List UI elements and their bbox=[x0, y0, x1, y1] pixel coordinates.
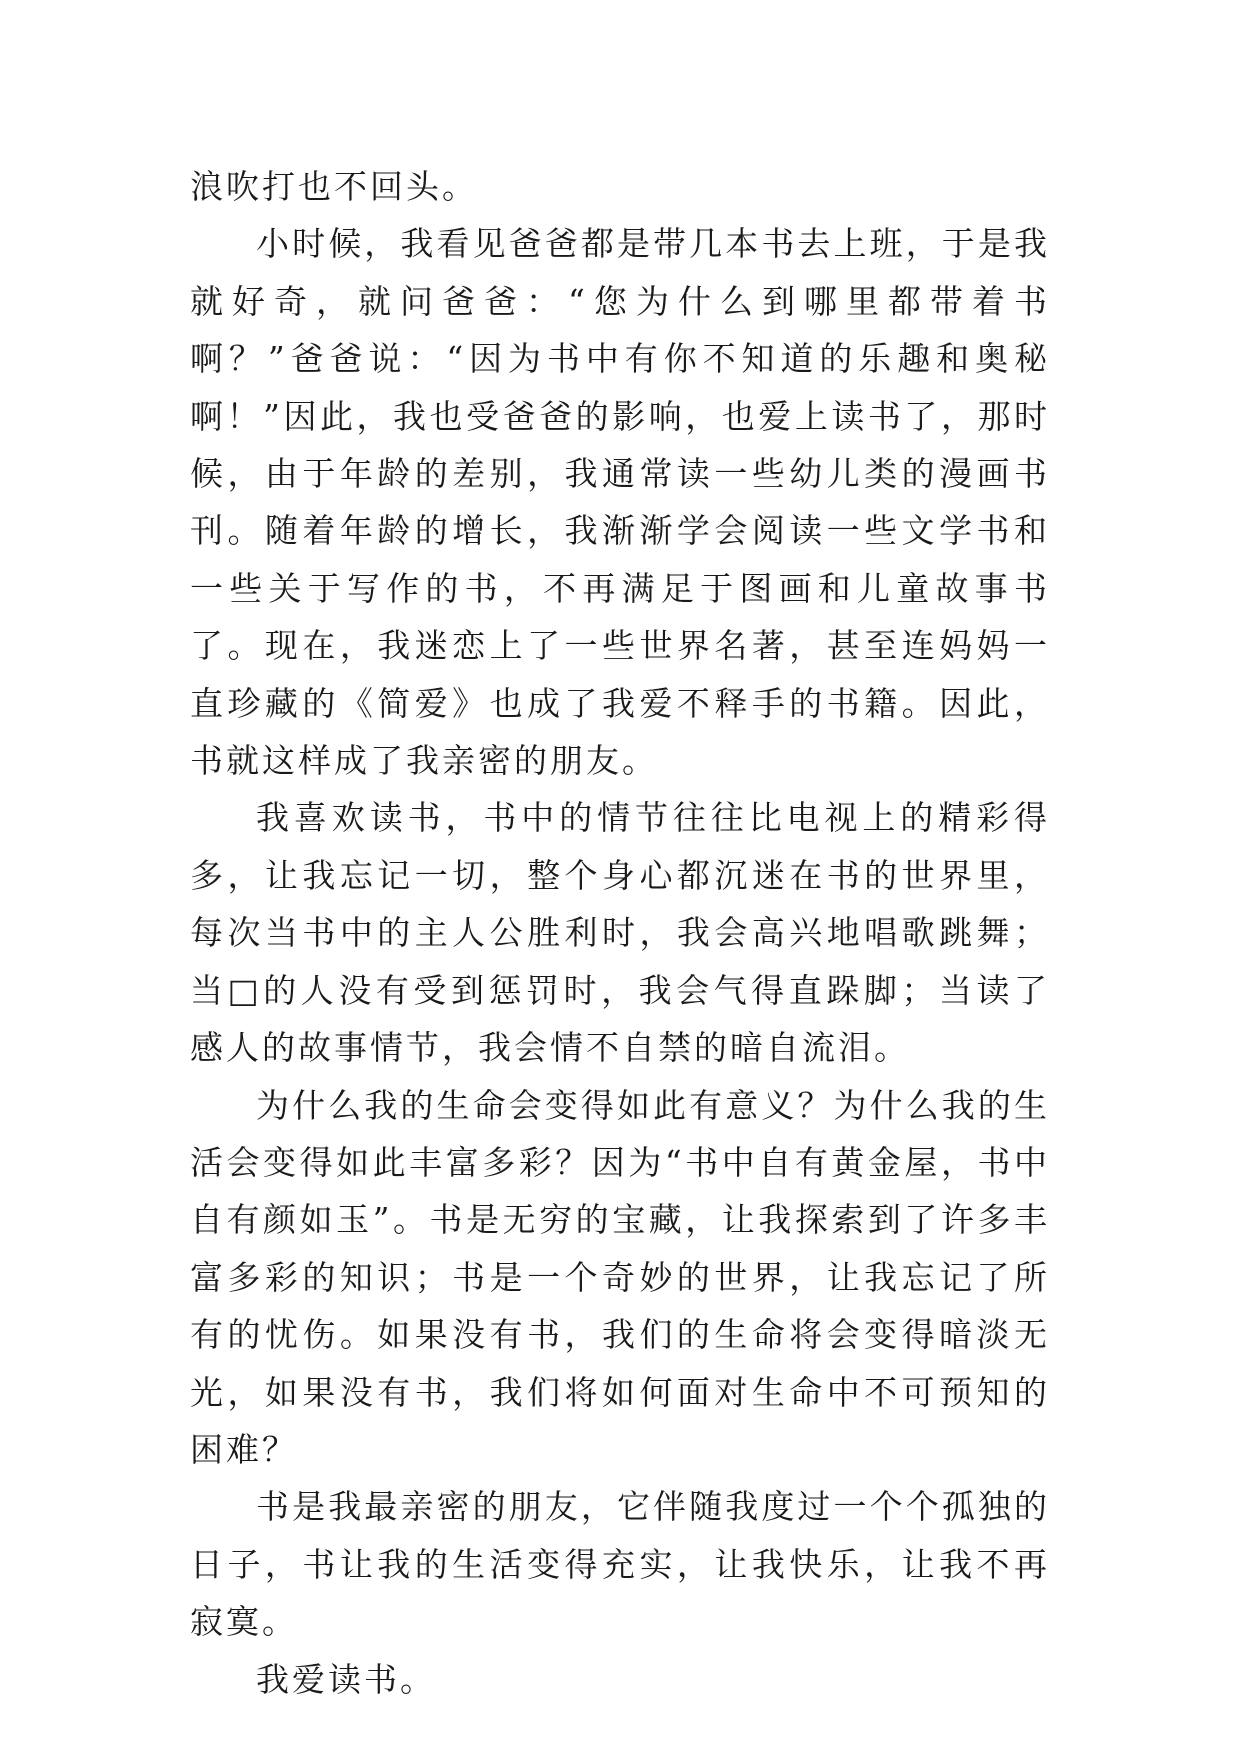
paragraph-conclusion: 我爱读书。 bbox=[256, 1659, 436, 1699]
paragraph-closest-friend: 书是我最亲密的朋友，它伴随我度过一个个孤独的日子，书让我的生活变得充实，让我快乐，让我不再寂寞。 bbox=[190, 1487, 1050, 1642]
document-body bbox=[190, 158, 1050, 1708]
paragraph-meaning-of-life: 为什么我的生命会变得如此有意义？为什么我的生活会变得如此丰富多彩？因为“书中自有黄金屋，书中自有颜如玉”。书是无穷的宝藏，让我探索到了许多丰富多彩的知识；书是一个奇妙的世界，让我忘记了所有的忧伤。如果没有书，我们的生命将会变得暗淡无光，如果没有书，我们将如何面对生命中不可预知的困难？ bbox=[190, 1085, 1050, 1469]
paragraph-continued: 浪吹打也不回头。 bbox=[190, 167, 478, 206]
paragraph-childhood: 小时候，我看见爸爸都是带几本书去上班，于是我就好奇，就问爸爸：“您为什么到哪里都带着书啊？”爸爸说：“因为书中有你不知道的乐趣和奥秘啊！”因此，我也受爸爸的影响，也爱上读书了，那时候，由于年龄的差别，我通常读一些幼儿类的漫画书刊。随着年龄的增长，我渐渐学会阅读一些文学书和一些关于写作的书，不再满足于图画和儿童故事书了。现在，我迷恋上了一些世界名著，甚至连妈妈一直珍藏的《简爱》也成了我爱不释手的书籍。因此，书就这样成了我亲密的朋友。 bbox=[190, 224, 1050, 781]
paragraph-enjoy-reading: 我喜欢读书，书中的情节往往比电视上的精彩得多，让我忘记一切，整个身心都沉迷在书的世界里，每次当书中的主人公胜利时，我会高兴地唱歌跳舞；当□的人没有受到惩罚时，我会气得直跺脚；当读了感人的故事情节，我会情不自禁的暗自流泪。 bbox=[190, 798, 1050, 1068]
